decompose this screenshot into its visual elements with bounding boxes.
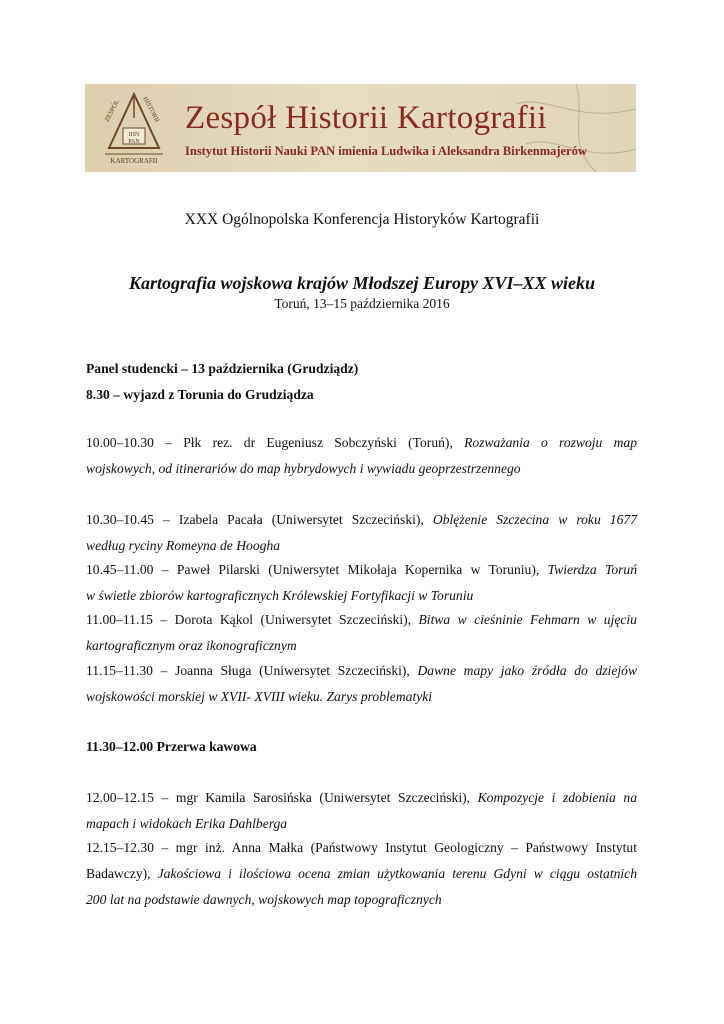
conference-title: Kartografia wojskowa krajów Młodszej Europy XVI–XX wieku [128, 273, 596, 293]
banner-subtitle: Instytut Historii Nauki PAN imienia Ludwika i Aleksandra Birkenmajerów [185, 144, 587, 158]
talk-item: 10.30–10.45 – Izabela Pacała (Uniwersytet Szczeciński), Oblężenie Szczecina w roku 1677 według ryciny Romeyna de Hoogha [86, 512, 637, 553]
header-banner [85, 84, 636, 172]
talk-item: 11.15–11.30 – Joanna Sługa (Uniwersytet Szczeciński), Dawne mapy jako źródła do dziejów wojskowości morskiej w XVII- XVIII wieku. Zarys problematyki [86, 663, 638, 704]
svg-text:HISTORII: HISTORII [141, 95, 161, 124]
svg-text:IHN: IHN [128, 132, 140, 138]
svg-text:ZESPÓŁ: ZESPÓŁ [103, 98, 121, 123]
talk-item: 10.00–10.30 – Płk rez. dr Eugeniusz Sobczyński (Toruń), Rozważania o rozwoju map wojskowych, od itinerariów do map hybrydowych i wywiadu geoprzestrzennego [86, 435, 637, 476]
place-and-date: Toruń, 13–15 października 2016 [274, 296, 450, 311]
banner-title: Zespół Historii Kartografii [185, 100, 547, 136]
svg-text:KARTOGRAFII: KARTOGRAFII [110, 157, 158, 165]
talk-item: 10.45–11.00 – Paweł Pilarski (Uniwersytet Mikołaja Kopernika w Toruniu), Twierdza Toruń w świetle zbiorów kartograficznych Królewskiej Fortyfikacji w Toruniu [86, 562, 637, 603]
talk-item: 12.15–12.30 – mgr inż. Anna Małka (Państwowy Instytut Geologiczny – Państwowy Instytut Badawczy), Jakościowa i ilościowa ocena zmian użytkowania terenu Gdyni w ciągu ostatnich 200 lat na podstawie dawnych, wojskowych map topograficznych [86, 840, 638, 907]
institute-logo-icon [99, 88, 169, 168]
panel-heading: Panel studencki – 13 października (Grudziądz) [86, 361, 359, 376]
coffee-break: 11.30–12.00 Przerwa kawowa [86, 739, 257, 754]
talk-item: 11.00–11.15 – Dorota Kąkol (Uniwersytet Szczeciński), Bitwa w cieśninie Fehmarn w ujęciu kartograficznym oraz ikonograficznym [86, 612, 637, 653]
svg-text:PAN: PAN [128, 139, 140, 145]
departure-line: 8.30 – wyjazd z Torunia do Grudziądza [86, 387, 314, 402]
conference-name: XXX Ogólnopolska Konferencja Historyków Kartografii [184, 211, 540, 228]
talk-item: 12.00–12.15 – mgr Kamila Sarosińska (Uniwersytet Szczeciński), Kompozycje i zdobienia na mapach i widokach Erika Dahlberga [86, 790, 637, 831]
